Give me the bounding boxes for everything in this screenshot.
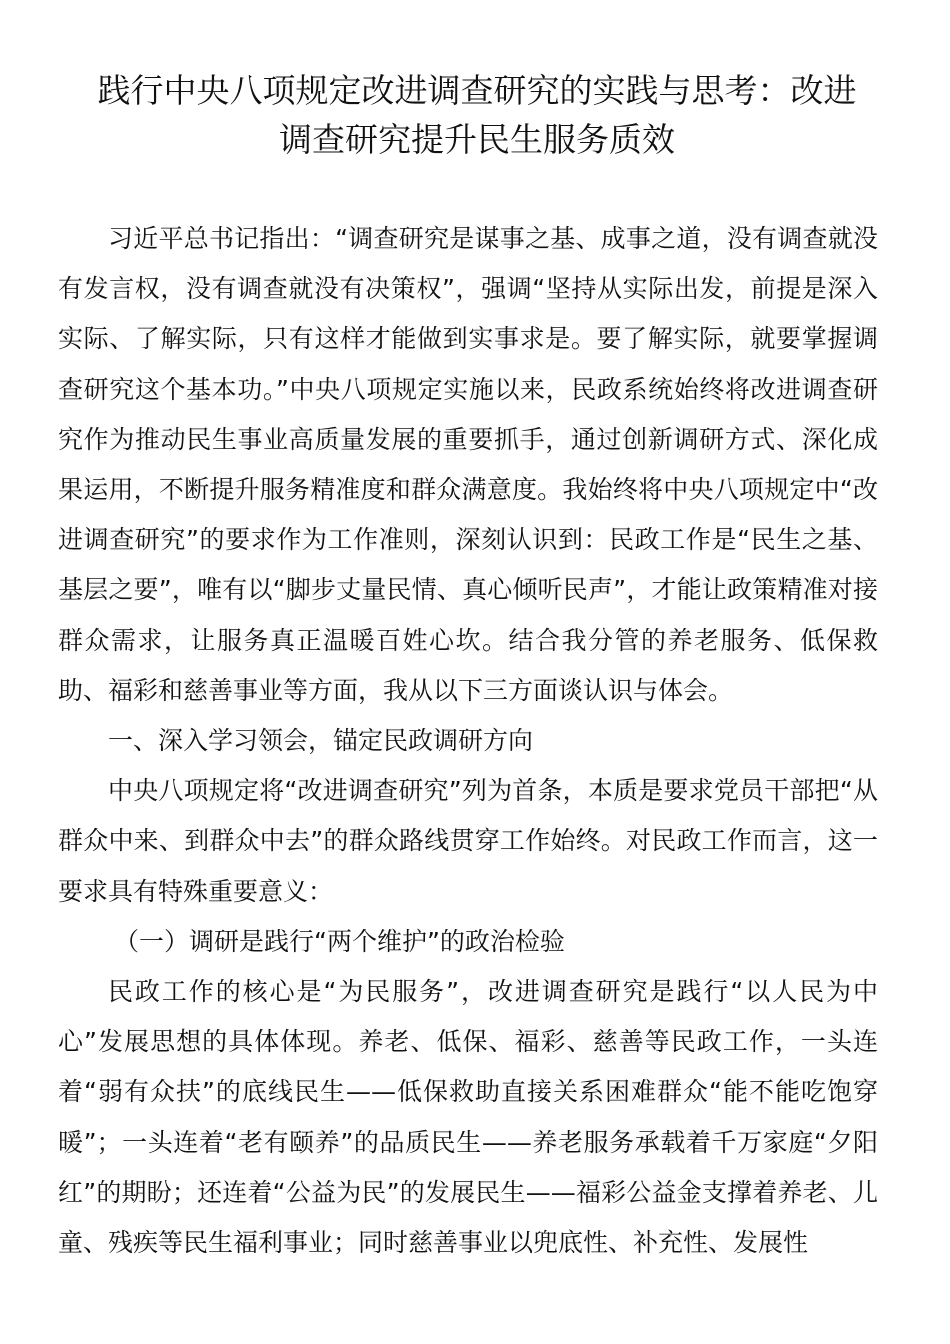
title-line-1: 践行中央八项规定改进调查研究的实践与思考：改进 [97,71,857,110]
subsection-heading-1: （一）调研是践行“两个维护”的政治检验 [114,926,565,956]
intro-paragraph: 习近平总书记指出：“调查研究是谋事之基、成事之道，没有调查就没有发言权，没有调查就没有决策权”，强调“坚持从实际出发，前提是深入实际、了解实际，只有这样才能做到实事求是。要了解实际，就要掌握调查研究这个基本功。”中央八项规定实施以来，民政系统始终将改进调查研究作为推动民生事业高质量发展的重要抓手，通过创新调研方式、深化成果运用，不断提升服务精准度和群众满意度。我始终将中央八项规定中“改进调查研究”的要求作为工作准则，深刻认识到：民政工作是“民生之基、基层之要”，唯有以“脚步丈量民情、真心倾听民声”，才能让政策精准对接群众需求，让服务真正温暖百姓心坎。结合我分管的养老服务、低保救助、福彩和慈善事业等方面，我从以下三方面谈认识与体会。 [58,224,878,705]
subsection-1-paragraph: 民政工作的核心是“为民服务”，改进调查研究是践行“以人民为中心”发展思想的具体体现。养老、低保、福彩、慈善等民政工作，一头连着“弱有众扶”的底线民生——低保救助直接关系困难群众“能不能吃饱穿暖”；一头连着“老有颐养”的品质民生——养老服务承载着千万家庭“夕阳红”的期盼；还连着“公益为民”的发展民生——福彩公益金支撑着养老、儿童、残疾等民生福利事业；同时慈善事业以兜底性、补充性、发展性 [58,977,878,1258]
section-heading-1: 一、深入学习领会，锚定民政调研方向 [108,726,534,756]
section-1-paragraph: 中央八项规定将“改进调查研究”列为首条，本质是要求党员干部把“从群众中来、到群众中去”的群众路线贯穿工作始终。对民政工作而言，这一要求具有特殊重要意义： [58,776,878,906]
document-body [58,214,878,1268]
title-line-2: 调查研究提升民生服务质效 [279,120,675,159]
document-title [56,66,898,164]
